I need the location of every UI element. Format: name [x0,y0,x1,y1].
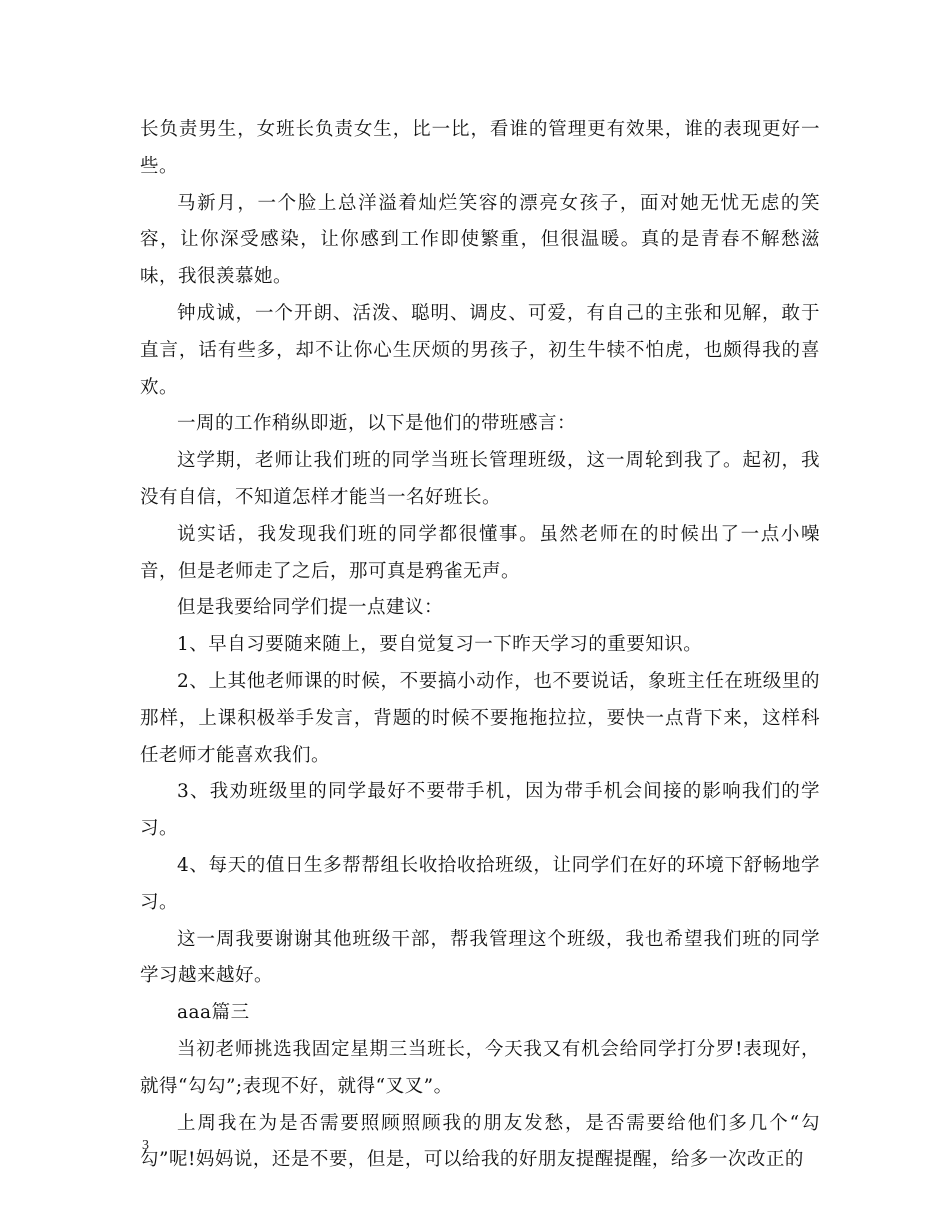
paragraph: 长负责男生，女班长负责女生，比一比，看谁的管理更有效果，谁的表现更好一些。 [140,119,820,177]
page-number: 3 [142,1138,149,1153]
paragraph: 这一周我要谢谢其他班级干部，帮我管理这个班级，我也希望我们班的同学学习越来越好。 [140,928,820,987]
paragraph: 钟成诚，一个开朗、活泼、聪明、调皮、可爱，有自己的主张和见解，敢于直言，话有些多，却不让你心生厌烦的男孩子，初生牛犊不怕虎，也颇得我的喜欢。 [140,302,820,398]
document-body [140,112,820,1179]
paragraph: 马新月，一个脸上总洋溢着灿烂笑容的漂亮女孩子，面对她无忧无虑的笑容，让你深受感染，让你感到工作即使繁重，但很温暖。真的是青春不解愁滋味，我很羡慕她。 [140,192,820,288]
section-heading: aaa篇三 [177,1002,250,1024]
list-item: 2、上其他老师课的时候，不要搞小动作，也不要说话，象班主任在班级里的那样，上课积极举手发言，背题的时候不要拖拖拉拉，要快一点背下来，这样科任老师才能喜欢我们。 [140,670,820,766]
paragraph: 说实话，我发现我们班的同学都很懂事。虽然老师在的时候出了一点小噪音，但是老师走了之后，那可真是鸦雀无声。 [140,523,820,582]
list-item: 1、早自习要随来随上，要自觉复习一下昨天学习的重要知识。 [177,634,703,656]
paragraph: 上周我在为是否需要照顾照顾我的朋友发愁，是否需要给他们多几个“勾勾”呢!妈妈说，还是不要，但是，可以给我的好朋友提醒提醒，给多一次改正的 [140,1112,820,1171]
list-item: 4、每天的值日生多帮帮组长收拾收拾班级，让同学们在好的环境下舒畅地学习。 [140,854,820,913]
list-item: 3、我劝班级里的同学最好不要带手机，因为带手机会间接的影响我们的学习。 [140,781,820,840]
paragraph: 这学期，老师让我们班的同学当班长管理班级，这一周轮到我了。起初，我没有自信，不知道怎样才能当一名好班长。 [140,450,820,508]
paragraph: 当初老师挑选我固定星期三当班长，今天我又有机会给同学打分罗!表现好，就得“勾勾”;表现不好，就得“叉叉”。 [140,1038,820,1097]
paragraph: 一周的工作稍纵即逝，以下是他们的带班感言： [177,413,577,435]
paragraph: 但是我要给同学们提一点建议： [177,597,444,619]
